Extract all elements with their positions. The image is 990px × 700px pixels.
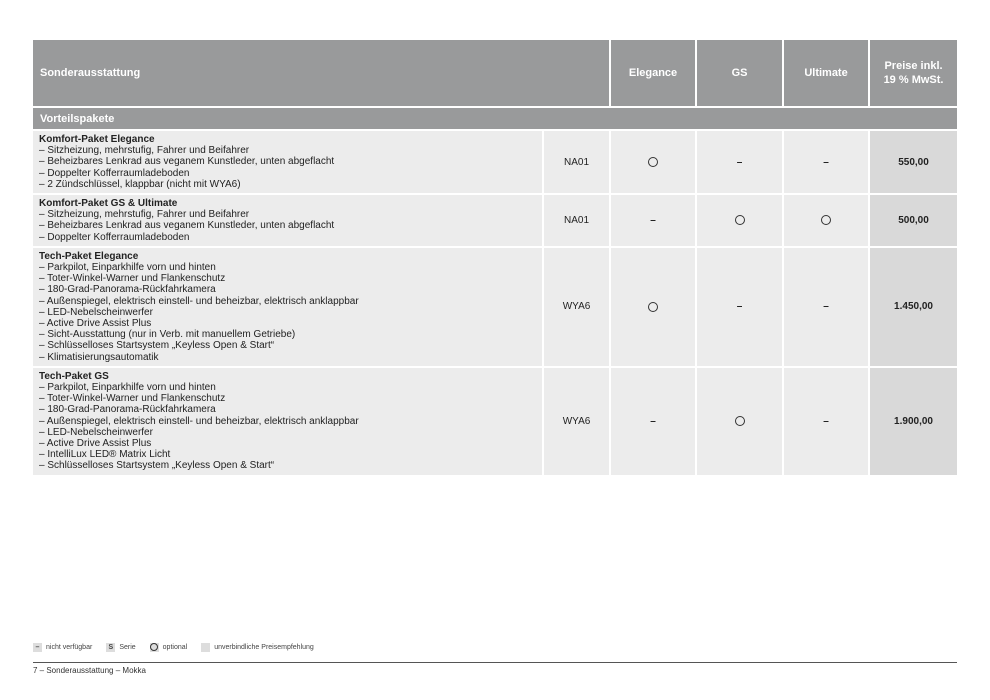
availability-elegance <box>610 247 696 367</box>
package-item: – Beheizbares Lenkrad aus veganem Kunstleder, unten abgeflacht <box>39 156 536 167</box>
legend-price-swatch <box>201 643 210 652</box>
package-description <box>33 367 543 476</box>
package-item: – Klimatisierungsautomatik <box>39 352 536 363</box>
optional-circle-icon <box>735 416 745 426</box>
package-item: – Toter-Winkel-Warner und Flankenschutz <box>39 273 536 284</box>
package-item: – Schlüsselloses Startsystem „Keyless Open & Start“ <box>39 460 536 471</box>
legend-optional-symbol <box>150 643 159 652</box>
optional-circle-icon <box>648 302 658 312</box>
availability-ultimate <box>783 247 869 367</box>
header-feature: Sonderausstattung <box>33 40 610 107</box>
header-price <box>869 40 957 107</box>
package-item: – Doppelter Kofferraumladeboden <box>39 168 536 179</box>
package-name: Komfort-Paket GS & Ultimate <box>39 198 178 210</box>
package-item: – Active Drive Assist Plus <box>39 318 536 329</box>
legend-dash-symbol: – <box>33 643 42 652</box>
not-available-dash: – <box>736 156 743 168</box>
not-available-dash: – <box>823 156 829 168</box>
package-code: NA01 <box>543 130 610 194</box>
package-name: Tech-Paket GS <box>39 370 109 382</box>
package-item: – Schlüsselloses Startsystem „Keyless Open & Start“ <box>39 340 536 351</box>
package-code: WYA6 <box>543 367 610 476</box>
package-code: NA01 <box>543 194 610 247</box>
package-item: – Toter-Winkel-Warner und Flankenschutz <box>39 393 536 404</box>
optional-circle-icon <box>735 215 745 225</box>
legend <box>33 643 328 652</box>
package-name: Tech-Paket Elegance <box>39 250 139 262</box>
package-item: – Doppelter Kofferraumladeboden <box>39 232 536 243</box>
package-description <box>33 247 543 367</box>
package-item: – Sicht-Ausstattung (nur in Verb. mit manuellem Getriebe) <box>39 329 536 340</box>
package-item: – Beheizbares Lenkrad aus veganem Kunstleder, unten abgeflacht <box>39 220 536 231</box>
package-price: 550,00 <box>869 130 957 194</box>
table-header-row <box>33 40 957 107</box>
package-row <box>33 367 957 476</box>
package-item: – IntelliLux LED® Matrix Licht <box>39 449 536 460</box>
package-item: – 180-Grad-Panorama-Rückfahrkamera <box>39 404 536 415</box>
package-item: – Parkpilot, Einparkhilfe vorn und hinten <box>39 262 536 273</box>
package-name: Komfort-Paket Elegance <box>39 134 155 145</box>
not-available-dash: – <box>736 301 743 313</box>
optional-circle-icon <box>821 215 831 225</box>
package-price: 500,00 <box>869 194 957 247</box>
header-price-line1: Preise inkl. <box>884 60 943 72</box>
package-item: – 180-Grad-Panorama-Rückfahrkamera <box>39 284 536 295</box>
options-table <box>33 40 957 477</box>
legend-optional-label: optional <box>162 644 188 651</box>
package-row <box>33 194 957 247</box>
package-item: – Sitzheizung, mehrstufig, Fahrer und Beifahrer <box>39 209 536 220</box>
availability-ultimate <box>783 194 869 247</box>
package-item: – Active Drive Assist Plus <box>39 438 536 449</box>
not-available-dash: – <box>823 415 829 427</box>
not-available-dash: – <box>823 301 829 313</box>
header-price-line2: 19 % MwSt. <box>883 74 944 86</box>
availability-gs <box>696 367 783 476</box>
package-item: – LED-Nebelscheinwerfer <box>39 307 536 318</box>
availability-gs <box>696 247 783 367</box>
availability-gs <box>696 130 783 194</box>
availability-elegance <box>610 367 696 476</box>
package-description <box>33 194 543 247</box>
package-item: – LED-Nebelscheinwerfer <box>39 427 536 438</box>
footer-divider <box>33 662 957 663</box>
header-ultimate: Ultimate <box>783 40 869 107</box>
availability-elegance <box>610 194 696 247</box>
availability-ultimate <box>783 367 869 476</box>
package-row <box>33 130 957 194</box>
legend-serie-label: Serie <box>119 644 136 651</box>
legend-dash-label: nicht verfügbar <box>46 644 93 651</box>
package-item: – 2 Zündschlüssel, klappbar (nicht mit WYA6) <box>39 179 536 190</box>
header-gs: GS <box>696 40 783 107</box>
optional-circle-icon <box>150 643 158 651</box>
package-price: 1.900,00 <box>869 367 957 476</box>
package-item: – Außenspiegel, elektrisch einstell- und beheizbar, elektrisch anklappbar <box>39 416 536 427</box>
package-row <box>33 247 957 367</box>
optional-circle-icon <box>648 157 658 167</box>
not-available-dash: – <box>650 415 656 427</box>
section-title: Vorteilspakete <box>33 107 957 130</box>
not-available-dash: – <box>650 214 656 226</box>
package-price: 1.450,00 <box>869 247 957 367</box>
package-item: – Sitzheizung, mehrstufig, Fahrer und Beifahrer <box>39 145 536 156</box>
page-footer: 7 – Sonderausstattung – Mokka <box>33 666 146 675</box>
header-elegance: Elegance <box>610 40 696 107</box>
availability-gs <box>696 194 783 247</box>
package-item: – Außenspiegel, elektrisch einstell- und beheizbar, elektrisch anklappbar <box>39 296 536 307</box>
section-row <box>33 107 957 130</box>
options-table-wrapper <box>33 40 957 477</box>
package-item: – Parkpilot, Einparkhilfe vorn und hinten <box>39 382 536 393</box>
availability-elegance <box>610 130 696 194</box>
availability-ultimate <box>783 130 869 194</box>
package-code: WYA6 <box>543 247 610 367</box>
package-description <box>33 130 543 194</box>
legend-price-label: unverbindliche Preisempfehlung <box>214 644 314 651</box>
legend-serie-symbol: S <box>106 643 115 652</box>
